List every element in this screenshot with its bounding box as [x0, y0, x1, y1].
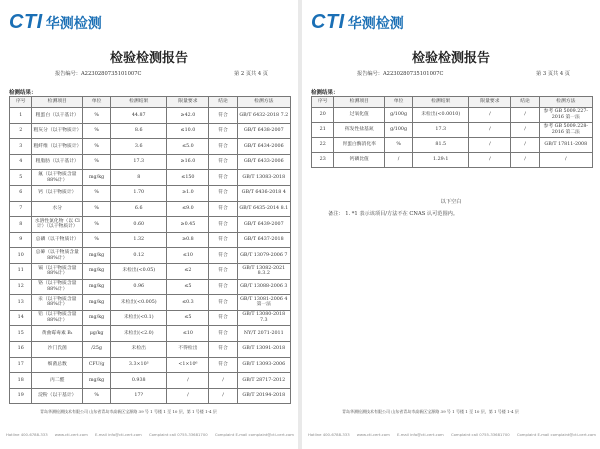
- report-page-3: [302, 0, 600, 449]
- column-header: 检测结果: [413, 97, 469, 108]
- table-cell: 3: [10, 139, 32, 155]
- table-row: [312, 138, 593, 153]
- table-cell: %: [83, 123, 111, 139]
- footer-item: E-mail info@cti-cert.com: [94, 432, 142, 437]
- table-cell: 钙磷比值: [334, 153, 385, 168]
- table-cell: 23: [312, 153, 334, 168]
- table-cell: mg/kg: [83, 373, 111, 389]
- table-row: [10, 201, 291, 217]
- table-cell: 19: [10, 388, 32, 404]
- table-row: [10, 310, 291, 326]
- table-row: [10, 263, 291, 279]
- table-cell: 粗脂肪（以干基计）: [32, 154, 83, 170]
- table-cell: ≤9.0: [167, 201, 209, 217]
- table-row: [10, 373, 291, 389]
- table-cell: 符合: [209, 263, 237, 279]
- table-cell: /: [469, 138, 511, 153]
- table-cell: 22: [312, 138, 334, 153]
- table-cell: GB/T 6435-2014 8.1: [237, 201, 290, 217]
- table-cell: 氟（以干物质含量88%计）: [32, 170, 83, 186]
- lab-address: 青岛华测检测技术有限公司 山东省青岛市高新区宝源路 39 号 1 号楼 1 至 10 层，第 1 号楼 1-4 层: [40, 409, 217, 414]
- table-cell: GB/T 17811-2008: [539, 138, 592, 153]
- report-page-2: [0, 0, 298, 449]
- table-row: [10, 341, 291, 357]
- table-cell: mg/kg: [83, 248, 111, 264]
- page-footer: [6, 432, 294, 437]
- table-cell: GB/T 6433-2006: [237, 154, 290, 170]
- table-row: [10, 154, 291, 170]
- page-footer: [308, 432, 596, 437]
- table-cell: 2: [10, 123, 32, 139]
- table-cell: ≥0.8: [167, 232, 209, 248]
- table-cell: %: [83, 108, 111, 124]
- table-cell: 过氧化值: [334, 108, 385, 123]
- table-cell: 16: [10, 341, 32, 357]
- table-row: [10, 108, 291, 124]
- table-cell: GB/T 6432-2018 7.2: [237, 108, 290, 124]
- table-cell: GB/T 13091-2018: [237, 341, 290, 357]
- table-cell: g/100g: [385, 108, 413, 123]
- table-cell: GB/T 13080-2018 7.3: [237, 310, 290, 326]
- table-cell: 0.12: [111, 248, 167, 264]
- column-header: 检测结果: [111, 97, 167, 108]
- footer-item: Complaint call 0755-33681700: [148, 432, 208, 437]
- table-cell: ≤10: [167, 248, 209, 264]
- table-cell: 44.87: [111, 108, 167, 124]
- table-cell: GB/T 6436-2018 4: [237, 185, 290, 201]
- table-cell: GB/T 20194-2018: [237, 388, 290, 404]
- table-cell: ≤5: [167, 310, 209, 326]
- table-cell: 符合: [209, 310, 237, 326]
- table-cell: 20: [312, 108, 334, 123]
- table-cell: 总砷（以干物质含量88%计）: [32, 248, 83, 264]
- table-cell: /: [511, 123, 539, 138]
- results-label: 检测结果：: [311, 90, 339, 96]
- table-cell: 水分: [32, 201, 83, 217]
- table-cell: ≤5.0: [167, 139, 209, 155]
- table-cell: 17.3: [111, 154, 167, 170]
- footer-item: Hotline 400-6788-333: [6, 432, 48, 437]
- column-header: 检测方法: [237, 97, 290, 108]
- table-row: [10, 248, 291, 264]
- table-cell: 未检出(<0.005): [111, 295, 167, 311]
- page-number: 第 3 页共 4 页: [536, 71, 570, 77]
- table-cell: GB/T 13079-2006 7: [237, 248, 290, 264]
- lab-address: 青岛华测检测技术有限公司 山东省青岛市高新区宝源路 39 号 1 号楼 1 至 10 层，第 1 号楼 1-4 层: [342, 409, 519, 414]
- table-cell: 符合: [209, 139, 237, 155]
- table-cell: %: [83, 217, 111, 233]
- column-header: 检测方法: [539, 97, 592, 108]
- table-cell: 6: [10, 185, 32, 201]
- table-cell: 17?: [111, 388, 167, 404]
- column-header: 序号: [312, 97, 334, 108]
- table-cell: 5: [10, 170, 32, 186]
- table-cell: ≥16.0: [167, 154, 209, 170]
- table-cell: /: [167, 373, 209, 389]
- table-cell: GB/T 6439-2007: [237, 217, 290, 233]
- table-cell: 淀粉（以干基计）: [32, 388, 83, 404]
- table-cell: 符合: [209, 123, 237, 139]
- table-row: [10, 232, 291, 248]
- table-cell: 符合: [209, 232, 237, 248]
- table-cell: GB/T 13082-2021 8.3.2: [237, 263, 290, 279]
- column-header: 限量要求: [469, 97, 511, 108]
- table-header-row: [312, 97, 593, 108]
- table-cell: 符合: [209, 279, 237, 295]
- blank-below-mark: 以下空白: [440, 199, 462, 205]
- table-cell: ≥0.45: [167, 217, 209, 233]
- table-cell: 1: [10, 108, 32, 124]
- page-number: 第 2 页共 4 页: [234, 71, 268, 77]
- table-cell: 11: [10, 263, 32, 279]
- table-cell: /: [469, 108, 511, 123]
- table-cell: GB/T 6437-2018: [237, 232, 290, 248]
- table-cell: %: [83, 232, 111, 248]
- table-cell: mg/kg: [83, 295, 111, 311]
- table-cell: mg/kg: [83, 310, 111, 326]
- table-cell: 粗纤维（以干物质计）: [32, 139, 83, 155]
- table-cell: 不得检出: [167, 341, 209, 357]
- cti-logo: CTI 华测检测: [9, 11, 102, 33]
- table-cell: 沙门氏菌: [32, 341, 83, 357]
- table-cell: 粗灰分（以干物质计）: [32, 123, 83, 139]
- table-cell: /: [511, 153, 539, 168]
- table-row: [312, 108, 593, 123]
- table-cell: mg/kg: [83, 279, 111, 295]
- column-header: 单位: [385, 97, 413, 108]
- table-cell: mg/kg: [83, 263, 111, 279]
- table-cell: mg/kg: [83, 170, 111, 186]
- column-header: 检测项目: [334, 97, 385, 108]
- table-cell: ≤0.3: [167, 295, 209, 311]
- table-cell: 汞（以干物质含量88%计）: [32, 295, 83, 311]
- table-cell: 钙（以干物质计）: [32, 185, 83, 201]
- table-cell: 81.5: [413, 138, 469, 153]
- report-number: 报告编号：A2230280735101007C: [357, 71, 444, 77]
- table-cell: ≥42.0: [167, 108, 209, 124]
- table-cell: 总磷（以干物质计）: [32, 232, 83, 248]
- footer-item: Complaint E-mail complaint@cti-cert.com: [214, 432, 294, 437]
- table-cell: /: [511, 108, 539, 123]
- column-header: 单位: [83, 97, 111, 108]
- footer-item: www.cti-cert.com: [356, 432, 390, 437]
- table-row: [10, 139, 291, 155]
- table-cell: GB/T 13093-2006: [237, 357, 290, 373]
- table-cell: 符合: [209, 248, 237, 264]
- table-cell: 符合: [209, 326, 237, 342]
- table-row: [10, 357, 291, 373]
- table-cell: 粗蛋白（以干基计）: [32, 108, 83, 124]
- table-row: [10, 326, 291, 342]
- table-cell: 符合: [209, 341, 237, 357]
- table-cell: 6.6: [111, 201, 167, 217]
- table-cell: /: [385, 153, 413, 168]
- table-cell: 符合: [209, 185, 237, 201]
- page-title: 检验检测报告: [411, 51, 490, 66]
- table-cell: 8: [111, 170, 167, 186]
- table-cell: %: [83, 154, 111, 170]
- page-title: 检验检测报告: [109, 51, 188, 66]
- table-cell: 3.3×10³: [111, 357, 167, 373]
- table-row: [10, 295, 291, 311]
- table-cell: 铬（以干物质含量88%计）: [32, 279, 83, 295]
- column-header: 序号: [10, 97, 32, 108]
- results-table: [311, 96, 593, 168]
- table-cell: GB/T 6434-2006: [237, 139, 290, 155]
- footer-item: E-mail info@cti-cert.com: [396, 432, 444, 437]
- table-cell: /: [539, 153, 592, 168]
- table-row: [10, 217, 291, 233]
- table-row: [10, 279, 291, 295]
- table-cell: 13: [10, 295, 32, 311]
- table-cell: /: [209, 388, 237, 404]
- results-table: [9, 96, 291, 404]
- table-cell: %: [83, 201, 111, 217]
- table-cell: 黄曲霉毒素 B₁: [32, 326, 83, 342]
- table-cell: 1.32: [111, 232, 167, 248]
- table-cell: 14: [10, 310, 32, 326]
- table-cell: ≤150: [167, 170, 209, 186]
- table-cell: 未检出(<0.1): [111, 310, 167, 326]
- table-cell: 1.29:1: [413, 153, 469, 168]
- table-cell: 符合: [209, 154, 237, 170]
- remarks: 备注： 1. *1 表示该项目/方法不在 CNAS 认可范围内。: [328, 211, 459, 217]
- table-row: [10, 388, 291, 404]
- table-cell: 符合: [209, 201, 237, 217]
- table-cell: 符合: [209, 108, 237, 124]
- table-cell: 3.6: [111, 139, 167, 155]
- table-cell: 未检出(<2.0): [111, 326, 167, 342]
- table-cell: GB/T 28717-2012: [237, 373, 290, 389]
- footer-item: Complaint E-mail complaint@cti-cert.com: [516, 432, 596, 437]
- table-cell: 4: [10, 154, 32, 170]
- column-header: 限量要求: [167, 97, 209, 108]
- cti-logo: CTI 华测检测: [311, 11, 404, 33]
- table-cell: %: [83, 388, 111, 404]
- table-header-row: [10, 97, 291, 108]
- table-cell: 7: [10, 201, 32, 217]
- table-cell: CFU/g: [83, 357, 111, 373]
- table-cell: 0.938: [111, 373, 167, 389]
- table-cell: /: [511, 138, 539, 153]
- table-cell: /: [167, 388, 209, 404]
- table-cell: GB/T 6438-2007: [237, 123, 290, 139]
- table-row: [10, 185, 291, 201]
- table-cell: 胃蛋白酶消化率: [334, 138, 385, 153]
- table-cell: 未检出: [111, 341, 167, 357]
- table-cell: 丙二醛: [32, 373, 83, 389]
- table-cell: 12: [10, 279, 32, 295]
- table-row: [312, 153, 593, 168]
- table-cell: NY/T 2071-2011: [237, 326, 290, 342]
- table-cell: 符合: [209, 217, 237, 233]
- table-cell: 10: [10, 248, 32, 264]
- table-cell: 1.70: [111, 185, 167, 201]
- table-cell: ≤10: [167, 326, 209, 342]
- table-cell: %: [83, 185, 111, 201]
- table-cell: g/100g: [385, 123, 413, 138]
- table-cell: 15: [10, 326, 32, 342]
- table-cell: %: [385, 138, 413, 153]
- table-cell: /25g: [83, 341, 111, 357]
- table-cell: 铅（以干物质含量88%计）: [32, 310, 83, 326]
- column-header: 结论: [209, 97, 237, 108]
- table-cell: 17.3: [413, 123, 469, 138]
- table-cell: 未检出(<0.0010): [413, 108, 469, 123]
- table-cell: GB/T 13088-2006 3: [237, 279, 290, 295]
- table-cell: ≤5: [167, 279, 209, 295]
- table-cell: 0.96: [111, 279, 167, 295]
- table-cell: GB/T 13083-2018: [237, 170, 290, 186]
- table-cell: GB/T 13081-2006 4 第一法: [237, 295, 290, 311]
- column-header: 结论: [511, 97, 539, 108]
- table-cell: 0.60: [111, 217, 167, 233]
- footer-item: Complaint call 0755-33681700: [450, 432, 510, 437]
- table-cell: ≥1.0: [167, 185, 209, 201]
- report-number: 报告编号：A2230280735101007C: [55, 71, 142, 77]
- table-cell: 符合: [209, 170, 237, 186]
- table-cell: 17: [10, 357, 32, 373]
- table-cell: 9: [10, 232, 32, 248]
- table-cell: 挥发性盐基氮: [334, 123, 385, 138]
- footer-item: Hotline 400-6788-333: [308, 432, 350, 437]
- table-cell: 参考 GB 5009.227-2016 第一法: [539, 108, 592, 123]
- table-row: [312, 123, 593, 138]
- table-cell: 未检出(<0.05): [111, 263, 167, 279]
- table-cell: 8.6: [111, 123, 167, 139]
- table-row: [10, 170, 291, 186]
- table-row: [10, 123, 291, 139]
- table-cell: μg/kg: [83, 326, 111, 342]
- table-cell: 18: [10, 373, 32, 389]
- table-cell: <1×10⁶: [167, 357, 209, 373]
- table-cell: /: [209, 373, 237, 389]
- table-cell: 参考 GB 5009.228-2016 第二法: [539, 123, 592, 138]
- table-cell: ≤10.0: [167, 123, 209, 139]
- table-cell: 细菌总数: [32, 357, 83, 373]
- table-cell: 镉（以干物质含量88%计）: [32, 263, 83, 279]
- table-cell: /: [469, 123, 511, 138]
- column-header: 检测项目: [32, 97, 83, 108]
- footer-item: www.cti-cert.com: [54, 432, 88, 437]
- table-cell: 水溶性氯化物（以 Cl 计）（以干物质计）: [32, 217, 83, 233]
- table-cell: /: [469, 153, 511, 168]
- table-cell: 符合: [209, 295, 237, 311]
- table-cell: ≤2: [167, 263, 209, 279]
- results-label: 检测结果：: [9, 90, 37, 96]
- table-cell: 21: [312, 123, 334, 138]
- table-cell: 8: [10, 217, 32, 233]
- table-cell: %: [83, 139, 111, 155]
- table-cell: 符合: [209, 357, 237, 373]
